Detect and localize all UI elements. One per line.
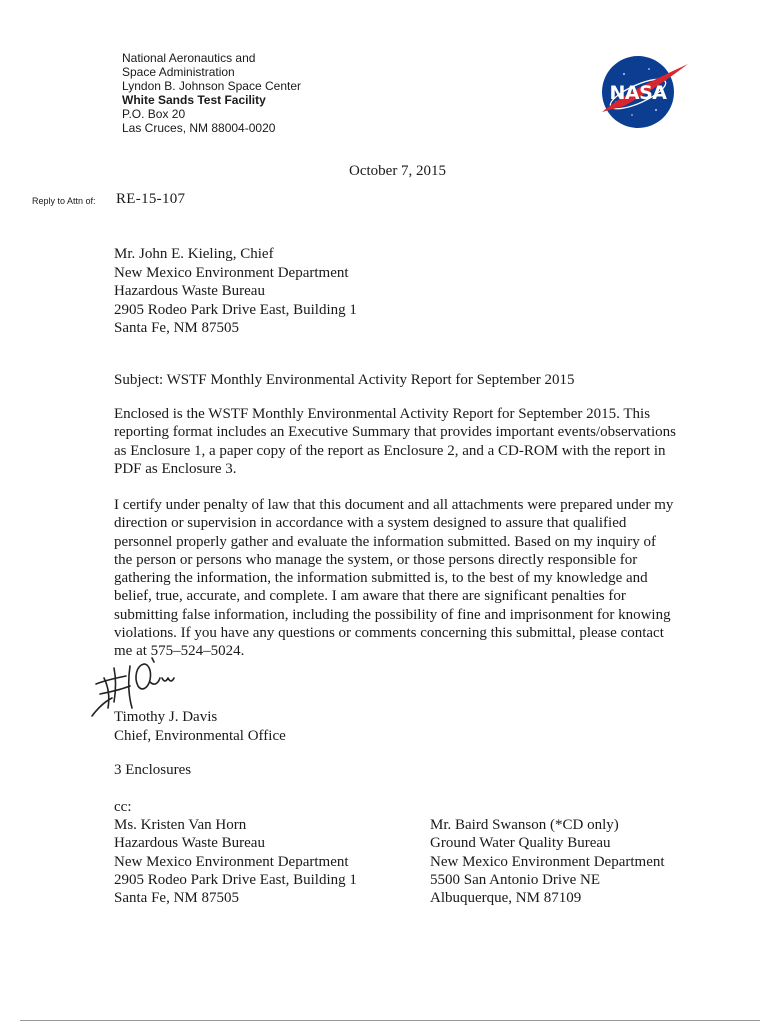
reply-to-label: Reply to Attn of: — [32, 196, 96, 206]
cc-recipient-right — [430, 816, 665, 907]
recipient-line: Santa Fe, NM 87505 — [114, 320, 239, 336]
recipient-line: Mr. John E. Kieling, Chief — [114, 246, 274, 262]
letter-date: October 7, 2015 — [349, 163, 447, 179]
paragraph-line: the person or persons who manage the system, or those persons directly responsible for — [114, 551, 638, 568]
reference-number: RE-15-107 — [116, 191, 186, 207]
paragraph-line: belief, true, accurate, and complete. I am aware that there are significant penalties for — [114, 588, 626, 605]
city-state-zip: Las Cruces, NM 88004-0020 — [122, 121, 276, 135]
signer-title: Chief, Environmental Office — [114, 727, 286, 744]
recipient-address — [114, 245, 357, 338]
paragraph-line: submitting false information, including the possibility of fine and imprisonment for knowing — [114, 606, 671, 623]
cc-line: Ms. Kristen Van Horn — [114, 817, 247, 833]
signer-name: Timothy J. Davis — [114, 709, 218, 725]
cc-line: Ground Water Quality Bureau — [430, 835, 611, 852]
cc-line: Santa Fe, NM 87505 — [114, 890, 239, 907]
cc-line: Hazardous Waste Bureau — [114, 835, 265, 852]
paragraph-line: as Enclosure 1, a paper copy of the report as Enclosure 2, and a CD-ROM with the report in — [114, 442, 666, 459]
paragraph-line: Enclosed is the WSTF Monthly Environmental Activity Report for September 2015. This — [114, 406, 651, 422]
recipient-line: 2905 Rodeo Park Drive East, Building 1 — [114, 301, 357, 318]
cc-line: Albuquerque, NM 87109 — [430, 890, 582, 907]
paragraph-line: reporting format includes an Executive Summary that provides important events/observations — [114, 424, 676, 441]
cc-label: cc: — [114, 799, 132, 815]
org-name-line2: Space Administration — [122, 65, 235, 79]
body-paragraph-certification — [114, 496, 684, 661]
cc-line: 5500 San Antonio Drive NE — [430, 871, 600, 888]
enclosures-note: 3 Enclosures — [114, 762, 192, 778]
paragraph-line: me at 575–524–5024. — [114, 643, 245, 660]
paragraph-line: PDF as Enclosure 3. — [114, 460, 237, 477]
org-name-line1: National Aeronautics and — [122, 51, 256, 65]
paragraph-line: direction or supervision in accordance with a system designed to assure that qualified — [114, 515, 627, 532]
paragraph-line: personnel properly gather and evaluate the information submitted. Based on my inquiry of — [114, 533, 656, 550]
po-box: P.O. Box 20 — [122, 107, 186, 121]
footer-rule — [20, 1020, 760, 1021]
cc-line: New Mexico Environment Department — [114, 853, 349, 870]
paragraph-line: violations. If you have any questions or comments concerning this submittal, please contact — [114, 625, 664, 642]
recipient-line: Hazardous Waste Bureau — [114, 283, 265, 299]
letterhead — [122, 51, 301, 135]
cc-line: 2905 Rodeo Park Drive East, Building 1 — [114, 871, 357, 888]
center-name: Lyndon B. Johnson Space Center — [122, 79, 302, 93]
paragraph-line: gathering the information, the information submitted is, to the best of my knowledge and — [114, 570, 648, 587]
logo-wordmark: NASA — [609, 82, 667, 104]
cc-line: New Mexico Environment Department — [430, 853, 665, 870]
cc-line: Mr. Baird Swanson (*CD only) — [430, 817, 619, 833]
cc-recipient-left — [114, 816, 357, 907]
paragraph-line: I certify under penalty of law that this document and all attachments were prepared under my — [114, 497, 674, 513]
body-paragraph-enclosed — [114, 405, 684, 478]
recipient-line: New Mexico Environment Department — [114, 264, 349, 281]
subject-line: Subject: WSTF Monthly Environmental Activity Report for September 2015 — [114, 372, 575, 388]
facility-name: White Sands Test Facility — [122, 93, 266, 107]
signer-block — [114, 708, 286, 745]
nasa-logo — [594, 52, 690, 132]
